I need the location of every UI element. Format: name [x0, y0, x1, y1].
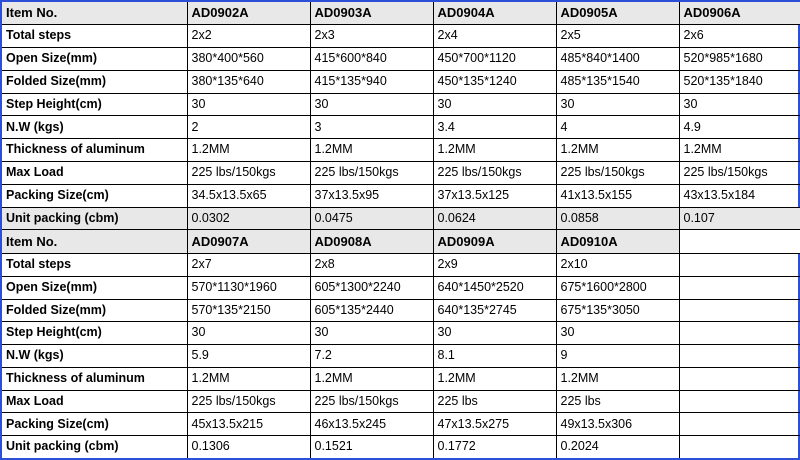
header-item-8: AD0909A: [433, 230, 556, 254]
header-item-2: AD0903A: [310, 2, 433, 25]
cell: 1.2MM: [310, 367, 433, 390]
cell: 1.2MM: [187, 367, 310, 390]
table-row: [2, 70, 800, 93]
cell: 570*1130*1960: [187, 276, 310, 299]
row-label: Max Load: [2, 162, 187, 185]
cell: 225 lbs/150kgs: [433, 162, 556, 185]
cell: 30: [310, 322, 433, 345]
header-item-9: AD0910A: [556, 230, 679, 254]
cell: 605*1300*2240: [310, 276, 433, 299]
table-row: [2, 413, 800, 436]
cell: 0.0858: [556, 207, 679, 230]
cell: 0.107: [679, 207, 800, 230]
cell: 45x13.5x215: [187, 413, 310, 436]
table-row: [2, 390, 800, 413]
cell: 30: [433, 93, 556, 116]
cell: 2x10: [556, 254, 679, 277]
table-row: [2, 93, 800, 116]
table-row: [2, 139, 800, 162]
header-item-3: AD0904A: [433, 2, 556, 25]
cell-empty: [679, 390, 800, 413]
cell: 30: [679, 93, 800, 116]
cell: 2x3: [310, 25, 433, 48]
cell: 3: [310, 116, 433, 139]
cell: 0.0475: [310, 207, 433, 230]
cell: 2x6: [679, 25, 800, 48]
table-header-row: [2, 230, 800, 254]
cell: 7.2: [310, 345, 433, 368]
cell: 0.0624: [433, 207, 556, 230]
cell: 1.2MM: [310, 139, 433, 162]
cell: 37x13.5x125: [433, 184, 556, 207]
cell: 380*400*560: [187, 48, 310, 71]
cell: 675*135*3050: [556, 299, 679, 322]
cell: 46x13.5x245: [310, 413, 433, 436]
cell: 49x13.5x306: [556, 413, 679, 436]
cell-empty: [679, 299, 800, 322]
cell: 30: [187, 322, 310, 345]
cell: 415*600*840: [310, 48, 433, 71]
table-row: [2, 207, 800, 230]
cell: 30: [310, 93, 433, 116]
cell: 225 lbs/150kgs: [187, 390, 310, 413]
cell: 520*135*1840: [679, 70, 800, 93]
row-label: Unit packing (cbm): [2, 436, 187, 458]
cell: 415*135*940: [310, 70, 433, 93]
cell: 640*135*2745: [433, 299, 556, 322]
cell: 0.1521: [310, 436, 433, 458]
cell: 1.2MM: [433, 367, 556, 390]
row-label: Folded Size(mm): [2, 70, 187, 93]
header-item-empty: [679, 230, 800, 254]
cell: 4.9: [679, 116, 800, 139]
cell-empty: [679, 322, 800, 345]
row-label: N.W (kgs): [2, 345, 187, 368]
table-header-row: [2, 2, 800, 25]
table-row: [2, 48, 800, 71]
cell: 1.2MM: [556, 367, 679, 390]
cell: 4: [556, 116, 679, 139]
table-body: [2, 2, 800, 458]
table-row: [2, 116, 800, 139]
specification-table: [2, 2, 800, 458]
row-label: Packing Size(cm): [2, 184, 187, 207]
cell: 30: [433, 322, 556, 345]
header-item-7: AD0908A: [310, 230, 433, 254]
cell: 5.9: [187, 345, 310, 368]
row-label: Folded Size(mm): [2, 299, 187, 322]
cell: 0.1772: [433, 436, 556, 458]
cell: 30: [556, 93, 679, 116]
row-label: Max Load: [2, 390, 187, 413]
table-row: [2, 367, 800, 390]
cell: 605*135*2440: [310, 299, 433, 322]
row-label: Thickness of aluminum: [2, 139, 187, 162]
cell: 450*135*1240: [433, 70, 556, 93]
cell: 520*985*1680: [679, 48, 800, 71]
cell: 485*840*1400: [556, 48, 679, 71]
cell: 2x5: [556, 25, 679, 48]
cell-empty: [679, 345, 800, 368]
header-item-1: AD0902A: [187, 2, 310, 25]
table-row: [2, 345, 800, 368]
header-label-item-no: Item No.: [2, 230, 187, 254]
cell: 2x9: [433, 254, 556, 277]
cell: 570*135*2150: [187, 299, 310, 322]
row-label: Unit packing (cbm): [2, 207, 187, 230]
row-label: Step Height(cm): [2, 93, 187, 116]
cell: 3.4: [433, 116, 556, 139]
cell: 43x13.5x184: [679, 184, 800, 207]
cell: 225 lbs/150kgs: [310, 162, 433, 185]
row-label: Total steps: [2, 25, 187, 48]
header-item-5: AD0906A: [679, 2, 800, 25]
cell: 2x4: [433, 25, 556, 48]
cell: 225 lbs: [556, 390, 679, 413]
cell: 675*1600*2800: [556, 276, 679, 299]
cell: 225 lbs/150kgs: [310, 390, 433, 413]
table-row: [2, 254, 800, 277]
cell-empty: [679, 413, 800, 436]
header-item-4: AD0905A: [556, 2, 679, 25]
cell: 34.5x13.5x65: [187, 184, 310, 207]
cell-empty: [679, 367, 800, 390]
cell: 0.1306: [187, 436, 310, 458]
row-label: Thickness of aluminum: [2, 367, 187, 390]
table-row: [2, 436, 800, 458]
table-row: [2, 322, 800, 345]
cell: 30: [187, 93, 310, 116]
row-label: N.W (kgs): [2, 116, 187, 139]
row-label: Total steps: [2, 254, 187, 277]
row-label: Step Height(cm): [2, 322, 187, 345]
cell: 1.2MM: [679, 139, 800, 162]
cell: 640*1450*2520: [433, 276, 556, 299]
cell: 1.2MM: [187, 139, 310, 162]
header-label-item-no: Item No.: [2, 2, 187, 25]
cell: 1.2MM: [433, 139, 556, 162]
cell: 225 lbs/150kgs: [556, 162, 679, 185]
cell: 37x13.5x95: [310, 184, 433, 207]
cell-empty: [679, 436, 800, 458]
cell: 0.2024: [556, 436, 679, 458]
row-label: Open Size(mm): [2, 276, 187, 299]
table-row: [2, 299, 800, 322]
row-label: Open Size(mm): [2, 48, 187, 71]
cell: 2x7: [187, 254, 310, 277]
table-row: [2, 25, 800, 48]
cell: 225 lbs/150kgs: [187, 162, 310, 185]
table-row: [2, 184, 800, 207]
cell: 8.1: [433, 345, 556, 368]
cell: 2x8: [310, 254, 433, 277]
cell: 485*135*1540: [556, 70, 679, 93]
header-item-6: AD0907A: [187, 230, 310, 254]
cell: 2: [187, 116, 310, 139]
cell: 225 lbs/150kgs: [679, 162, 800, 185]
table-row: [2, 276, 800, 299]
cell: 2x2: [187, 25, 310, 48]
cell-empty: [679, 276, 800, 299]
cell: 41x13.5x155: [556, 184, 679, 207]
cell: 1.2MM: [556, 139, 679, 162]
cell: 450*700*1120: [433, 48, 556, 71]
table-row: [2, 162, 800, 185]
cell: 225 lbs: [433, 390, 556, 413]
row-label: Packing Size(cm): [2, 413, 187, 436]
cell: 0.0302: [187, 207, 310, 230]
cell: 380*135*640: [187, 70, 310, 93]
cell: 9: [556, 345, 679, 368]
cell: 47x13.5x275: [433, 413, 556, 436]
cell: 30: [556, 322, 679, 345]
cell-empty: [679, 254, 800, 277]
